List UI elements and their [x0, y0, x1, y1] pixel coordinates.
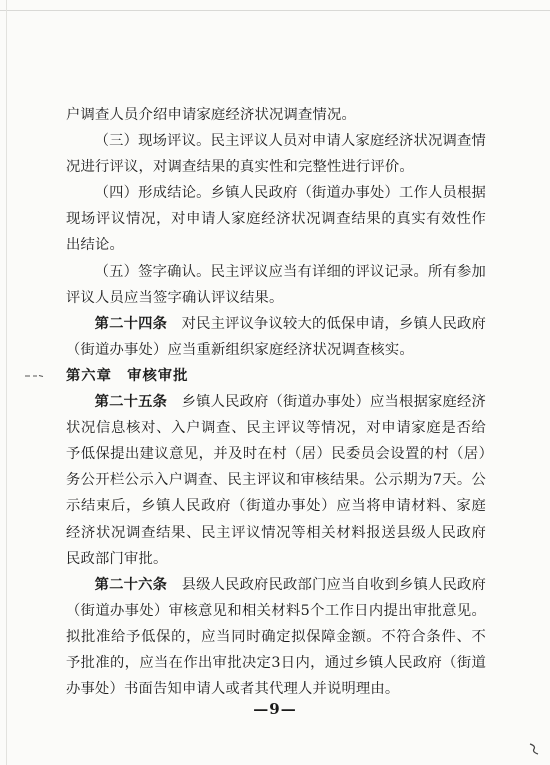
article-text: 对民主评议争议较大的低保申请，乡镇人民政府（街道办事处）应当重新组织家庭经济状况调查核实。: [66, 315, 487, 358]
body-text: [66, 102, 486, 702]
article-25: [66, 389, 486, 572]
article-label: 第二十六条: [94, 576, 168, 593]
paragraph: 户调查人员介绍申请家庭经济状况调查情况。: [66, 107, 356, 123]
paragraph: （四）形成结论。乡镇人民政府（街道办事处）工作人员根据现场评议情况，对申请人家庭经济状况调查结果的真实有效性作出结论。: [66, 185, 487, 254]
article-label: 第二十四条: [94, 315, 168, 332]
scan-edge-top: [0, 10, 550, 11]
paragraph: （三）现场评议。民主评议人员对申请人家庭经济状况调查情况进行评议，对调查结果的真实性和完整性进行评价。: [66, 133, 487, 176]
article-24: [66, 311, 486, 363]
paragraph: （五）签字确认。民主评议应当有详细的评议记录。所有参加评议人员应当签字确认评议结果。: [66, 263, 487, 306]
chapter-title: 第六章 审核审批: [66, 367, 189, 384]
page-number: —9—: [253, 700, 297, 718]
margin-mark: [24, 374, 44, 378]
article-text: 县级人民政府民政部门应当自收到乡镇人民政府（街道办事处）审核意见和相关材料5个工作日内提出审批意见。拟批准给予低保的，应当同时确定拟保障金额。不符合条件、不予批准的，应当在作出审批决定3日内，通过乡镇人民政府（街道办事处）书面告知申请人或者其代理人并说明理由。: [66, 576, 487, 698]
corner-mark: [526, 740, 542, 758]
scan-edge-left: [6, 0, 7, 765]
article-label: 第二十五条: [94, 394, 168, 411]
article-text: 乡镇人民政府（街道办事处）应当根据家庭经济状况信息核对、入户调查、民主评议等情况，对申请家庭是否给予低保提出建议意见，并及时在村（居）民委员会设置的村（居）务公开栏公示入户调查、民主评议和审核结果。公示期为7天。公示结束后，乡镇人民政府（街道办事处）应当将申请材料、家庭经济状况调查结果、民主评议情况等相关材料报送县级人民政府民政部门审批。: [66, 394, 487, 567]
article-26: [66, 572, 486, 702]
